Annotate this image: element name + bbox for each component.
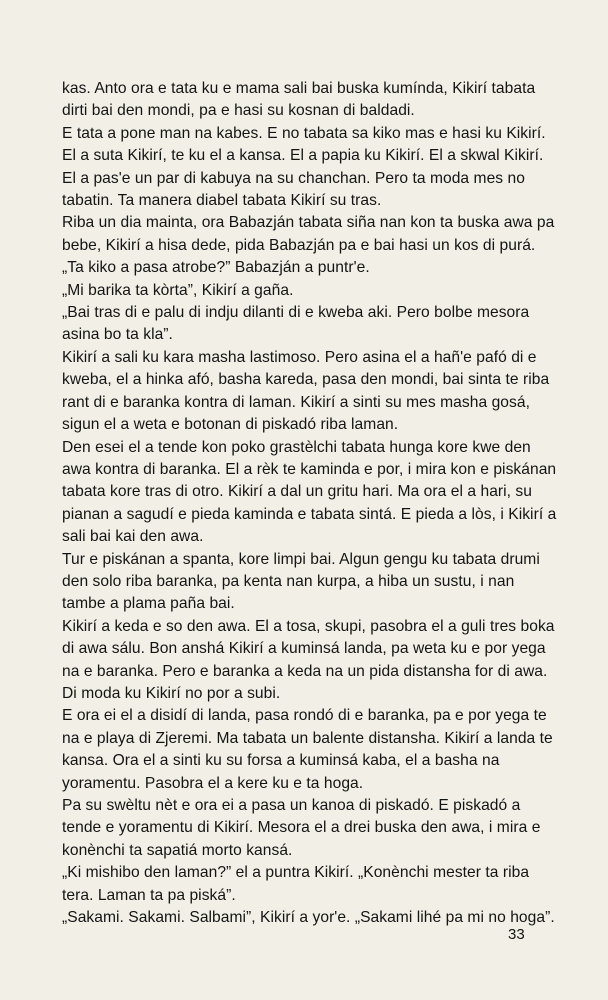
paragraph-4: „Ta kiko a pasa atrobe?” Babazján a puntr'e.: [62, 259, 370, 277]
paragraph-1: kas. Anto ora e tata ku e mama sali bai buska kumínda, Kikirí tabata dirti bai den mondi, pa e hasi su kosnan di baldadi.: [62, 80, 536, 120]
paragraph-13: „Ki mishibo den laman?” el a puntra Kikirí. „Konènchi mester ta riba tera. Laman ta pa piská”.: [62, 864, 530, 904]
paragraph-11: E ora ei el a disidí di landa, pasa rondó di e baranka, pa e por yega te na e playa di Zjeremi. Ma tabata un balente distansha. Kikirí a landa te kansa. Ora el a sinti ku su forsa a kuminsá kaba, el a basha na yoramentu. Pasobra el a kere ku e ta hoga.: [62, 707, 553, 792]
paragraph-12: Pa su swèltu nèt e ora ei a pasa un kanoa di piskadó. E piskadó a tende e yoramentu di Kikirí. Mesora el a drei buska den awa, i mira e konènchi ta sapatiá morto kansá.: [62, 797, 541, 859]
paragraph-8: Den esei el a tende kon poko grastèlchi tabata hunga kore kwe den awa kontra di baranka. El a rèk te kaminda e por, i mira kon e piskánan tabata kore tras di otro. Kikirí a dal un gritu hari. Ma ora el a hari, su pianan a sagudí e pieda kaminda e tabata sintá. E pieda a lòs, i Kikirí a sali bai kai den awa.: [62, 438, 557, 546]
paragraph-9: Tur e piskánan a spanta, kore limpi bai. Algun gengu ku tabata drumi den solo riba baranka, pa kenta nan kurpa, a hiba un sustu, i nan tambe a plama paña bai.: [62, 550, 540, 613]
page-number: 33: [508, 926, 525, 943]
paragraph-6: „Bai tras di e palu di indju dilanti di e kweba aki. Pero bolbe mesora asina bo ta kla”.: [62, 304, 530, 344]
paragraph-5: „Mi barika ta kòrta”, Kikirí a gaña.: [62, 281, 294, 299]
paragraph-10: Kikirí a keda e so den awa. El a tosa, skupi, pasobra el a guli tres boka di awa sálu. Bon anshá Kikirí a kuminsá landa, pa weta ku e por yega na e baranka. Pero e baranka a keda na un pida distansha for di awa. Di moda ku Kikirí no por a subi.: [62, 617, 555, 702]
paragraph-3: Riba un dia mainta, ora Babazján tabata siña nan kon ta buska awa pa bebe, Kikirí a hisa dede, pida Babazján pa e bai hasi un kos di purá.: [62, 214, 555, 254]
paragraph-2: E tata a pone man na kabes. E no tabata sa kiko mas e hasi ku Kikirí. El a suta Kikirí, te ku el a kansa. El a papia ku Kikirí. El a skwal Kikirí. El a pas'e un par di kabuya na su chanchan. Pero ta moda mes no tabatin. Ta manera diabel tabata Kikirí su tras.: [62, 124, 546, 210]
paragraph-7: Kikirí a sali ku kara masha lastimoso. Pero asina el a hañ'e pafó di e kweba, el a hinka afó, basha kareda, pasa den mondi, bai sinta te riba rant di e baranka kontra di laman. Kikirí a sinti su mes masha gosá, sigun el a weta e botonan di piskadó riba laman.: [62, 348, 550, 434]
body-text: [62, 78, 560, 929]
paragraph-14: „Sakami. Sakami. Salbami”, Kikirí a yor'e. „Sakami lihé pa mi no hoga”.: [62, 909, 555, 927]
